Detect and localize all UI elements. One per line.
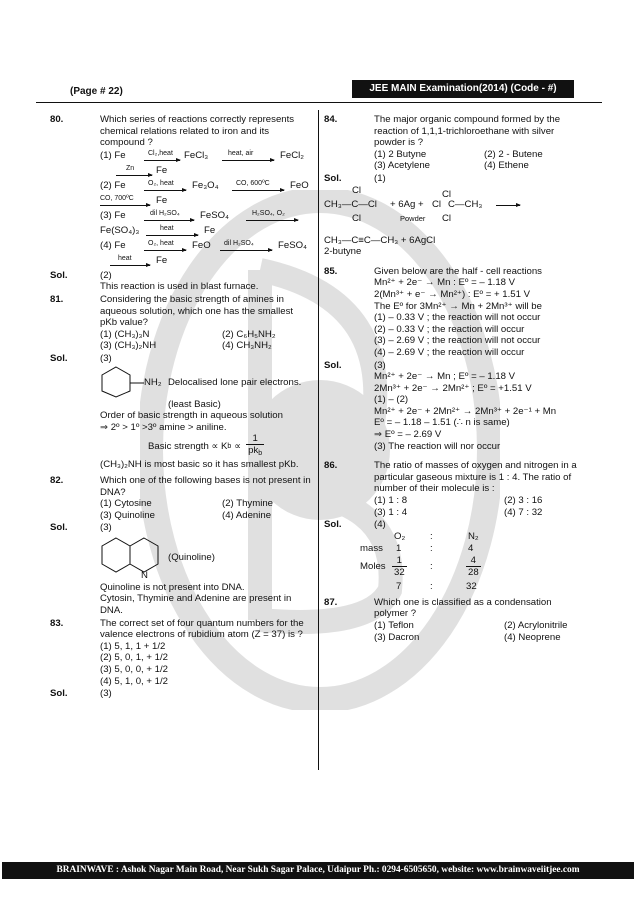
left-column bbox=[50, 114, 312, 701]
arrow-icon bbox=[144, 250, 186, 251]
arrow-icon bbox=[110, 265, 150, 266]
arrow-icon bbox=[144, 190, 186, 191]
column-divider bbox=[318, 110, 319, 770]
question-81: 81. Considering the basic strength of amines in aqueous solution, which one has the smallest pKb value? (1) (CH₃)₃N (2) C₆H₅NH₂ (3) (CH₃)₂NH (4) CH₃NH₂ bbox=[50, 293, 294, 352]
question-84: 84. The major organic compound formed by the reaction of 1,1,1-trichloroethane with silver powder is ? (1) 2 Butyne (2) 2 - Butene (3) Acetylene (4) Ethene bbox=[324, 114, 561, 172]
arrow-icon bbox=[232, 190, 284, 191]
right-column bbox=[324, 114, 586, 644]
moles-calculation: O₂ : N₂ mass 1 : 4 Moles $\frac{1}{32}$ : $\frac{4}{28}$ 7 : 32 bbox=[360, 530, 479, 592]
question-87: 87. Which one is classified as a condensation polymer ? (1) Teflon (2) Acrylonitrile (3) Dacron (4) Neoprene bbox=[324, 596, 568, 643]
arrow-icon bbox=[246, 220, 298, 221]
solution-84: Sol. (1) Cl CH₃—C—Cl Cl + 6Ag + Cl Cl C—CH₃ Cl Powder CH₃—C≡C—CH₃ + 6AgCl 2-butyne bbox=[324, 173, 586, 258]
option-2-reaction: (2) Fe O₂, heat Fe₃O₄ CO, 600ºC FeO bbox=[100, 179, 309, 191]
quinoline-structure-icon bbox=[100, 534, 164, 580]
question-85: 85. Given below are the half - cell reactions Mn²⁺ + 2e⁻ → Mn : Eº = – 1.18 V 2(Mn³⁺ + e⁻ → Mn²⁺) : Eº = + 1.51 V The Eº for 3Mn²⁺ → Mn + 2Mn³⁺ will be (1) – 0.33 V ; the reaction will not occur (2) – 0.33 V ; the reaction will occur (3) – 2.69 V ; the reaction will not occur (4) – 2.69 V ; the reaction will occur bbox=[324, 265, 542, 358]
arrow-icon bbox=[220, 250, 272, 251]
arrow-icon bbox=[222, 160, 274, 161]
page-number: (Page # 22) bbox=[70, 86, 123, 97]
arrow-icon bbox=[144, 160, 180, 161]
solution-86: Sol. (4) O₂ : N₂ mass 1 : 4 Moles $\frac{1}{32}$ : $\frac{4}{28}$ 7 : 32 bbox=[324, 519, 586, 593]
option-3-reaction: (3) Fe dil H₂SO₄ FeSO₄ H₂SO₄, O₂ bbox=[100, 209, 312, 224]
question-80: 80. Which series of reactions correctly represents chemical relations related to iron and its compound ? (1) Fe Cl₂,heat FeCl₃ heat, air FeCl₂ Zn Fe (2) Fe O₂, heat Fe₃O₄ CO, 600ºC FeO CO, 700ºC Fe (3) Fe dil H₂SO₄ FeSO₄ H₂SO₄, O₂ Fe(SO₄)₃ heat Fe (4) Fe O₂, heat FeO dil H₂SO₄ FeSO₄ heat Fe bbox=[50, 114, 312, 269]
arrow-icon bbox=[144, 220, 194, 221]
solution-80: Sol. (2) This reaction is used in blast furnace. bbox=[50, 269, 259, 293]
solution-85: Sol. (3) Mn²⁺ + 2e⁻ → Mn ; Eº = – 1.18 V 2Mn³⁺ + 2e⁻ → 2Mn²⁺ ; Eº = +1.51 V (1) – (2) Mn²⁺ + 2e⁻ + 2Mn²⁺ → 2Mn³⁺ + 2e⁻¹ + Mn Eº = – 1.18 – 1.51 (∴ n is same) ⇒ Eº = – 2.69 V (3) The reaction will nor occur bbox=[324, 359, 557, 452]
footer-address: BRAINWAVE : Ashok Nagar Main Road, Near Sukh Sagar Palace, Udaipur Ph.: 0294-6505650, website: www.brainwaveiitjee.com bbox=[2, 862, 634, 879]
arrow-icon bbox=[496, 205, 520, 206]
question-83: 83. The correct set of four quantum numbers for the valence electrons of rubidium atom (Z = 37) is ? (1) 5, 1, 1 + 1/2 (2) 5, 0, 1, + 1/2 (3) 5, 0, 0, + 1/2 (4) 5, 1, 0, + 1/2 bbox=[50, 617, 304, 687]
question-86: 86. The ratio of masses of oxygen and nitrogen in a particular gaseous mixture is 1 : 4. The ratio of number of their molecule is : (1) 1 : 8 (2) 3 : 16 (3) 1 : 4 (4) 7 : 32 bbox=[324, 460, 577, 518]
solution-81: Sol. (3) NH₂ Delocalised lone pair electrons. (least Basic) Order of basic strength in aqueous solution ⇒ 2º > 1º >3º amine > aniline. Basic strength ∝ K b ∝ $\frac{1}{pk_b}$ (CH₃)₂NH is most basic so it has smallest pKb. bbox=[50, 352, 302, 471]
arrow-icon bbox=[100, 205, 150, 206]
trichloroethane-reaction: Cl CH₃—C—Cl Cl + 6Ag + Cl Cl C—CH₃ Cl Powder bbox=[324, 185, 586, 235]
header-divider bbox=[36, 102, 602, 103]
arrow-icon bbox=[116, 175, 152, 176]
solution-82: Sol. (3) N (Quinoline) Quinoline is not present into DNA. Cytosin, Thymine and Adenine are present in DNA. bbox=[50, 522, 292, 617]
exam-title: JEE MAIN Examination(2014) (Code - #) bbox=[352, 80, 574, 98]
solution-83: Sol. (3) bbox=[50, 688, 112, 700]
question-number: 80. bbox=[50, 114, 64, 125]
option-4-reaction: (4) Fe O₂, heat FeO dil H₂SO₄ FeSO₄ bbox=[100, 239, 307, 251]
question-82: 82. Which one of the following bases is not present in DNA? (1) Cytosine (2) Thymine (3) Quinoline (4) Adenine bbox=[50, 474, 311, 521]
question-text: Which series of reactions correctly represents chemical relations related to iron and its compound ? bbox=[100, 114, 295, 149]
option-1-reaction: (1) Fe Cl₂,heat FeCl₃ heat, air FeCl₂ bbox=[100, 149, 304, 161]
arrow-icon bbox=[146, 235, 198, 236]
